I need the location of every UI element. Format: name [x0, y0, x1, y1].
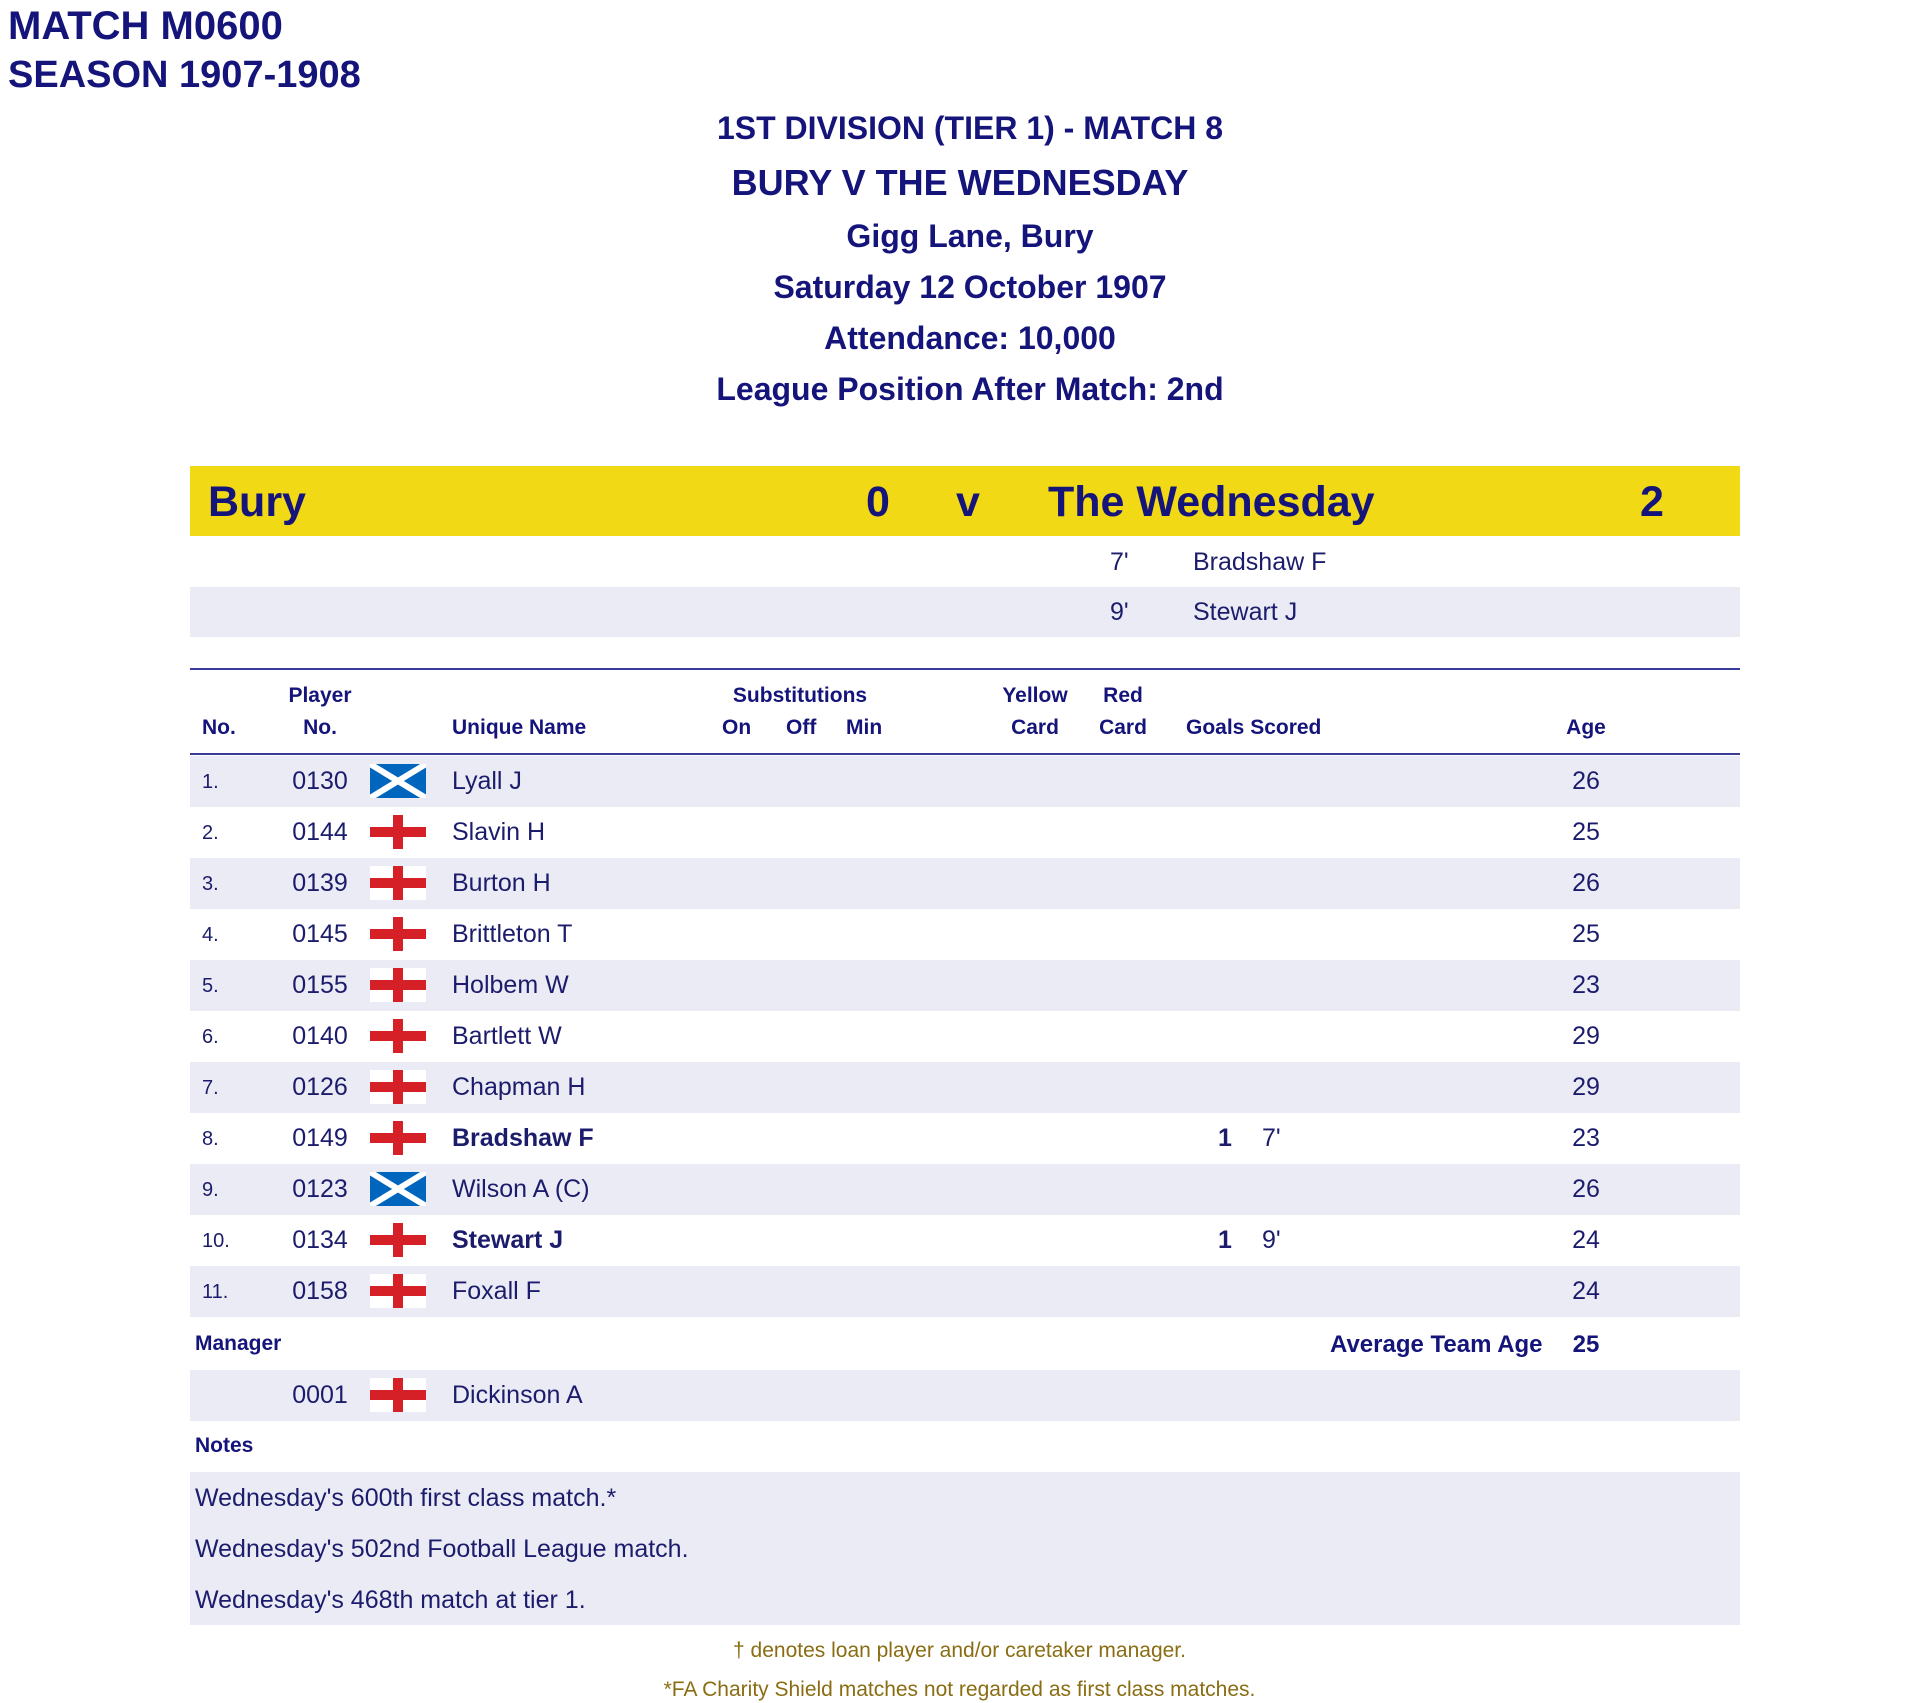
- scotland-flag-icon: [370, 1172, 426, 1206]
- row-number: 4.: [202, 924, 219, 946]
- col-yellow-bottom: Card: [1011, 716, 1059, 739]
- row-number: 7.: [202, 1077, 219, 1099]
- player-age: 29: [1572, 1022, 1600, 1050]
- away-score: 2: [1640, 478, 1664, 526]
- player-row: [190, 1062, 1740, 1113]
- manager-row: [190, 1370, 1740, 1421]
- player-row: [190, 1113, 1740, 1164]
- row-number: 11.: [202, 1281, 229, 1303]
- player-age: 24: [1572, 1277, 1600, 1305]
- notes-block: [190, 1472, 1740, 1625]
- note-line: Wednesday's 468th match at tier 1.: [195, 1586, 586, 1614]
- player-number: 0144: [292, 818, 348, 846]
- match-id: MATCH M0600: [8, 4, 283, 48]
- england-flag-icon: [370, 1070, 426, 1104]
- match-date: Saturday 12 October 1907: [773, 269, 1167, 305]
- player-row: [190, 1215, 1740, 1266]
- player-name: Slavin H: [452, 818, 546, 846]
- away-team: The Wednesday: [1048, 478, 1375, 526]
- england-flag-icon: [370, 1121, 426, 1155]
- attendance: Attendance: 10,000: [824, 320, 1116, 356]
- col-red-bottom: Card: [1099, 716, 1147, 739]
- col-yellow-top: Yellow: [1002, 684, 1068, 707]
- col-player-top: Player: [288, 684, 352, 707]
- footnote-loan: † denotes loan player and/or caretaker manager.: [733, 1639, 1186, 1662]
- row-number: 9.: [202, 1179, 219, 1201]
- player-number: 0149: [292, 1124, 348, 1152]
- goal-minute: 7': [1110, 548, 1129, 576]
- goal-minute: 9': [1110, 598, 1129, 626]
- col-red-top: Red: [1103, 684, 1143, 707]
- row-number: 5.: [202, 975, 219, 997]
- note-line: Wednesday's 502nd Football League match.: [195, 1535, 689, 1563]
- scotland-flag-icon: [370, 764, 426, 798]
- player-row: [190, 960, 1740, 1011]
- player-name: Burton H: [452, 869, 551, 897]
- player-name: Brittleton T: [452, 920, 573, 948]
- notes-label: Notes: [195, 1434, 254, 1457]
- manager-number: 0001: [292, 1381, 348, 1409]
- player-number: 0140: [292, 1022, 348, 1050]
- home-team: Bury: [208, 478, 306, 526]
- england-flag-icon: [370, 1223, 426, 1257]
- row-number: 6.: [202, 1026, 219, 1048]
- player-name: Bartlett W: [452, 1022, 562, 1050]
- player-row: [190, 807, 1740, 858]
- manager-label: Manager: [195, 1332, 282, 1355]
- goal-minute: 7': [1262, 1124, 1281, 1152]
- player-number: 0155: [292, 971, 348, 999]
- col-sub-min: Min: [846, 716, 883, 739]
- player-name: Lyall J: [452, 767, 522, 795]
- player-name: Chapman H: [452, 1073, 586, 1101]
- score-band: [190, 466, 1740, 536]
- player-row: [190, 909, 1740, 960]
- competition-title: 1ST DIVISION (TIER 1) - MATCH 8: [716, 110, 1224, 146]
- england-flag-icon: [370, 815, 426, 849]
- player-number: 0130: [292, 767, 348, 795]
- england-flag-icon: [370, 968, 426, 1002]
- player-name: Bradshaw F: [452, 1124, 594, 1152]
- player-name: Wilson A (C): [452, 1175, 590, 1203]
- player-age: 23: [1572, 1124, 1600, 1152]
- col-player-bottom: No.: [303, 716, 337, 739]
- venue: Gigg Lane, Bury: [846, 218, 1094, 254]
- table-header: [190, 668, 1740, 755]
- player-age: 29: [1572, 1073, 1600, 1101]
- goals-count: 1: [1218, 1226, 1232, 1254]
- col-substitutions: Substitutions: [732, 684, 868, 707]
- player-row: [190, 1266, 1740, 1317]
- player-age: 23: [1572, 971, 1600, 999]
- england-flag-icon: [370, 866, 426, 900]
- player-name: Foxall F: [452, 1277, 541, 1305]
- season-label: SEASON 1907-1908: [8, 54, 361, 96]
- player-age: 26: [1572, 869, 1600, 897]
- manager-name: Dickinson A: [452, 1381, 583, 1409]
- goal-scorer: Stewart J: [1193, 598, 1298, 626]
- england-flag-icon: [370, 1378, 426, 1412]
- row-number: 1.: [202, 771, 219, 793]
- england-flag-icon: [370, 1274, 426, 1308]
- goal-line: [190, 587, 1740, 637]
- row-number: 2.: [202, 822, 219, 844]
- player-name: Stewart J: [452, 1226, 564, 1254]
- england-flag-icon: [370, 917, 426, 951]
- player-number: 0123: [292, 1175, 348, 1203]
- col-goals-scored: Goals Scored: [1186, 716, 1322, 739]
- player-number: 0139: [292, 869, 348, 897]
- player-row: [190, 756, 1740, 807]
- player-age: 25: [1572, 920, 1600, 948]
- average-team-age: 25: [1572, 1331, 1600, 1358]
- player-age: 25: [1572, 818, 1600, 846]
- player-number: 0145: [292, 920, 348, 948]
- player-row: [190, 1164, 1740, 1215]
- row-number: 10.: [202, 1230, 230, 1252]
- goal-minute: 9': [1262, 1226, 1281, 1254]
- col-no: No.: [202, 716, 236, 739]
- player-number: 0134: [292, 1226, 348, 1254]
- player-age: 26: [1572, 1175, 1600, 1203]
- player-row: [190, 858, 1740, 909]
- col-age: Age: [1566, 716, 1606, 739]
- col-sub-on: On: [722, 716, 752, 739]
- note-line: Wednesday's 600th first class match.*: [195, 1484, 617, 1512]
- player-number: 0158: [292, 1277, 348, 1305]
- player-number: 0126: [292, 1073, 348, 1101]
- goals-count: 1: [1218, 1124, 1232, 1152]
- england-flag-icon: [370, 1019, 426, 1053]
- footnote-charity-shield: *FA Charity Shield matches not regarded as first class matches.: [663, 1678, 1256, 1701]
- manager-header-row: [190, 1319, 1740, 1370]
- notes-header-row: [190, 1421, 1740, 1472]
- player-age: 24: [1572, 1226, 1600, 1254]
- average-team-age-label: Average Team Age: [1330, 1331, 1543, 1358]
- row-number: 8.: [202, 1128, 219, 1150]
- player-row: [190, 1011, 1740, 1062]
- player-name: Holbem W: [452, 971, 569, 999]
- goal-scorer: Bradshaw F: [1193, 548, 1327, 576]
- fixture-title: BURY V THE WEDNESDAY: [731, 162, 1189, 203]
- versus-label: v: [956, 478, 980, 526]
- col-sub-off: Off: [786, 716, 817, 739]
- goal-line: [190, 536, 1740, 587]
- player-age: 26: [1572, 767, 1600, 795]
- league-position: League Position After Match: 2nd: [716, 371, 1224, 407]
- col-unique-name: Unique Name: [452, 716, 587, 739]
- home-score: 0: [866, 478, 890, 526]
- row-number: 3.: [202, 873, 219, 895]
